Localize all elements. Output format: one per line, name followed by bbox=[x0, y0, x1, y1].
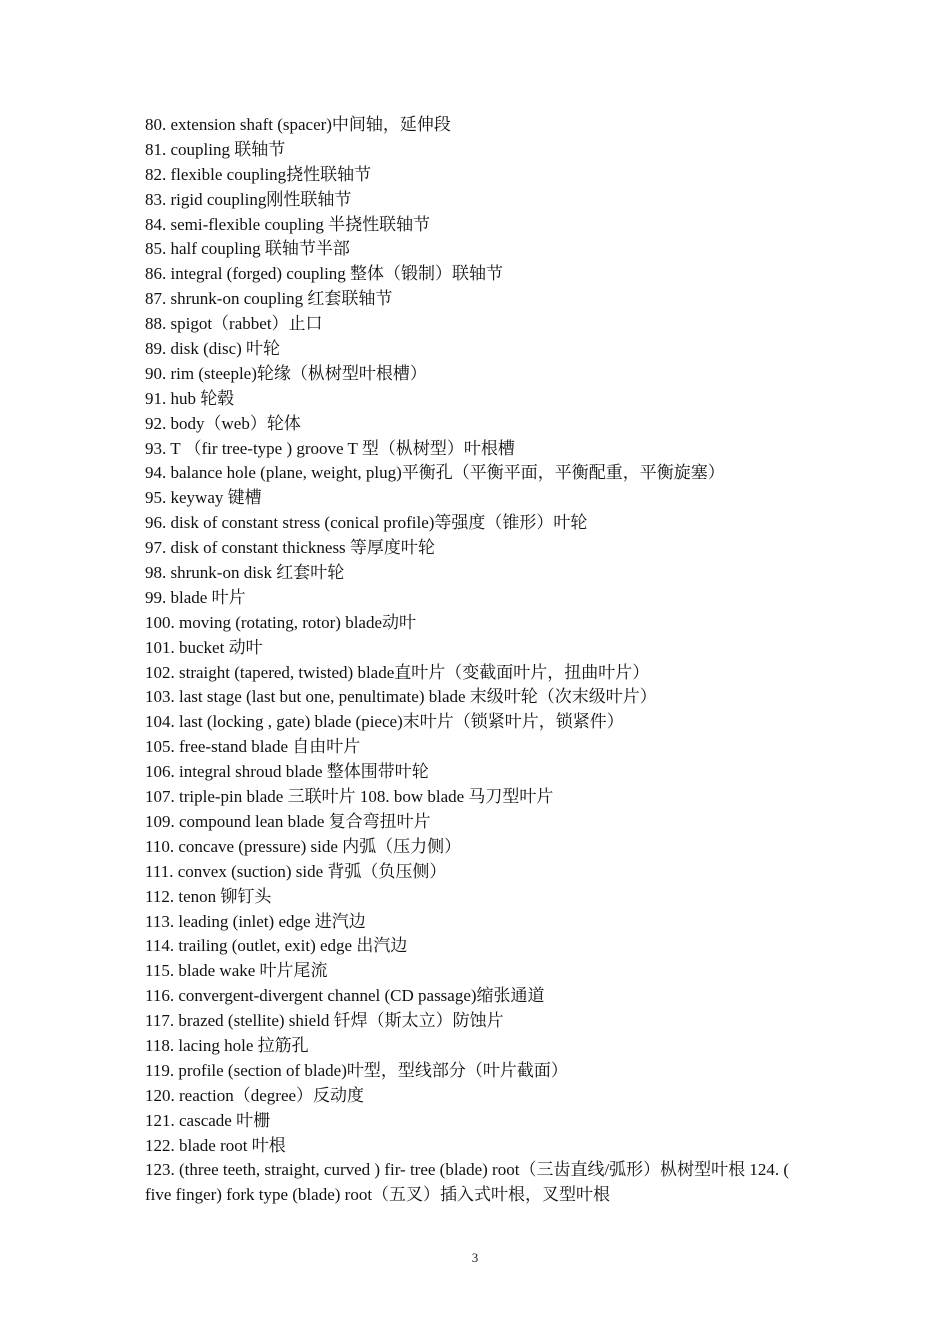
entry-89: 89. disk (disc) 叶轮 bbox=[145, 339, 281, 359]
entry-107-108: 107. triple-pin blade 三联叶片 108. bow blade 马刀型叶片 bbox=[145, 787, 554, 807]
entry-109: 109. compound lean blade 复合弯扭叶片 bbox=[145, 811, 431, 831]
entry-85: 85. half coupling 联轴节半部 bbox=[145, 239, 350, 259]
entry-116: 116. convergent-divergent channel (CD passage)缩张通道 bbox=[145, 986, 545, 1006]
entry-120: 120. reaction（degree）反动度 bbox=[145, 1085, 365, 1105]
page-number: 3 bbox=[471, 1250, 479, 1265]
entry-92: 92. body（web）轮体 bbox=[145, 413, 301, 433]
entry-95: 95. keyway 键槽 bbox=[145, 488, 262, 508]
entry-115: 115. blade wake 叶片尾流 bbox=[145, 961, 328, 981]
entry-94: 94. balance hole (plane, weight, plug)平衡孔（平衡平面，平衡配重，平衡旋塞） bbox=[145, 463, 725, 483]
entry-98: 98. shrunk-on disk 红套叶轮 bbox=[145, 563, 345, 583]
entry-90: 90. rim (steeple)轮缘（枞树型叶根槽） bbox=[145, 363, 427, 383]
entry-80: 80. extension shaft (spacer)中间轴，延伸段 bbox=[145, 115, 451, 134]
entry-91: 91. hub 轮毂 bbox=[145, 388, 235, 408]
entry-122: 122. blade root 叶根 bbox=[145, 1135, 286, 1155]
entry-105: 105. free-stand blade 自由叶片 bbox=[145, 737, 361, 757]
entry-103: 103. last stage (last but one, penultimate) blade 末级叶轮（次末级叶片） bbox=[145, 687, 657, 707]
entry-87: 87. shrunk-on coupling 红套联轴节 bbox=[145, 289, 393, 309]
entry-117: 117. brazed (stellite) shield 钎焊（斯太立）防蚀片 bbox=[145, 1011, 504, 1031]
entry-84: 84. semi-flexible coupling 半挠性联轴节 bbox=[145, 214, 431, 234]
entry-121: 121. cascade 叶栅 bbox=[145, 1110, 271, 1130]
entry-104: 104. last (locking , gate) blade (piece)末叶片（锁紧叶片，锁紧件） bbox=[145, 712, 624, 732]
entry-101: 101. bucket 动叶 bbox=[145, 637, 263, 657]
entry-99: 99. blade 叶片 bbox=[145, 587, 246, 607]
entry-119: 119. profile (section of blade)叶型，型线部分（叶片截面） bbox=[145, 1060, 568, 1080]
entry-82: 82. flexible coupling挠性联轴节 bbox=[145, 164, 372, 184]
entry-93: 93. T （fir tree-type ) groove T 型（枞树型）叶根槽 bbox=[145, 438, 515, 458]
document-body bbox=[145, 113, 817, 1208]
entry-86: 86. integral (forged) coupling 整体（锻制）联轴节 bbox=[145, 264, 504, 284]
entry-110: 110. concave (pressure) side 内弧（压力侧） bbox=[145, 836, 462, 856]
entry-100: 100. moving (rotating, rotor) blade动叶 bbox=[145, 612, 417, 632]
entry-118: 118. lacing hole 拉筋孔 bbox=[145, 1035, 309, 1055]
entry-106: 106. integral shroud blade 整体围带叶轮 bbox=[145, 762, 429, 782]
entry-113: 113. leading (inlet) edge 进汽边 bbox=[145, 911, 366, 931]
entry-96: 96. disk of constant stress (conical profile)等强度（锥形）叶轮 bbox=[145, 513, 588, 533]
entry-83: 83. rigid coupling刚性联轴节 bbox=[145, 189, 352, 209]
entry-88: 88. spigot（rabbet）止口 bbox=[145, 314, 323, 334]
entry-97: 97. disk of constant thickness 等厚度叶轮 bbox=[145, 538, 435, 558]
entry-81: 81. coupling 联轴节 bbox=[145, 139, 286, 159]
entry-112: 112. tenon 铆钉头 bbox=[145, 886, 272, 906]
entry-111: 111. convex (suction) side 背弧（负压侧） bbox=[145, 861, 447, 881]
entry-123-124: 123. (three teeth, straight, curved ) fir- tree (blade) root（三齿直线/弧形）枞树型叶根 124. ( five finger) fork type (blade) root（五叉）插入式叶根，叉型叶根 bbox=[145, 1160, 790, 1205]
entry-114: 114. trailing (outlet, exit) edge 出汽边 bbox=[145, 936, 408, 956]
entry-102: 102. straight (tapered, twisted) blade直叶片（变截面叶片，扭曲叶片） bbox=[145, 662, 650, 682]
